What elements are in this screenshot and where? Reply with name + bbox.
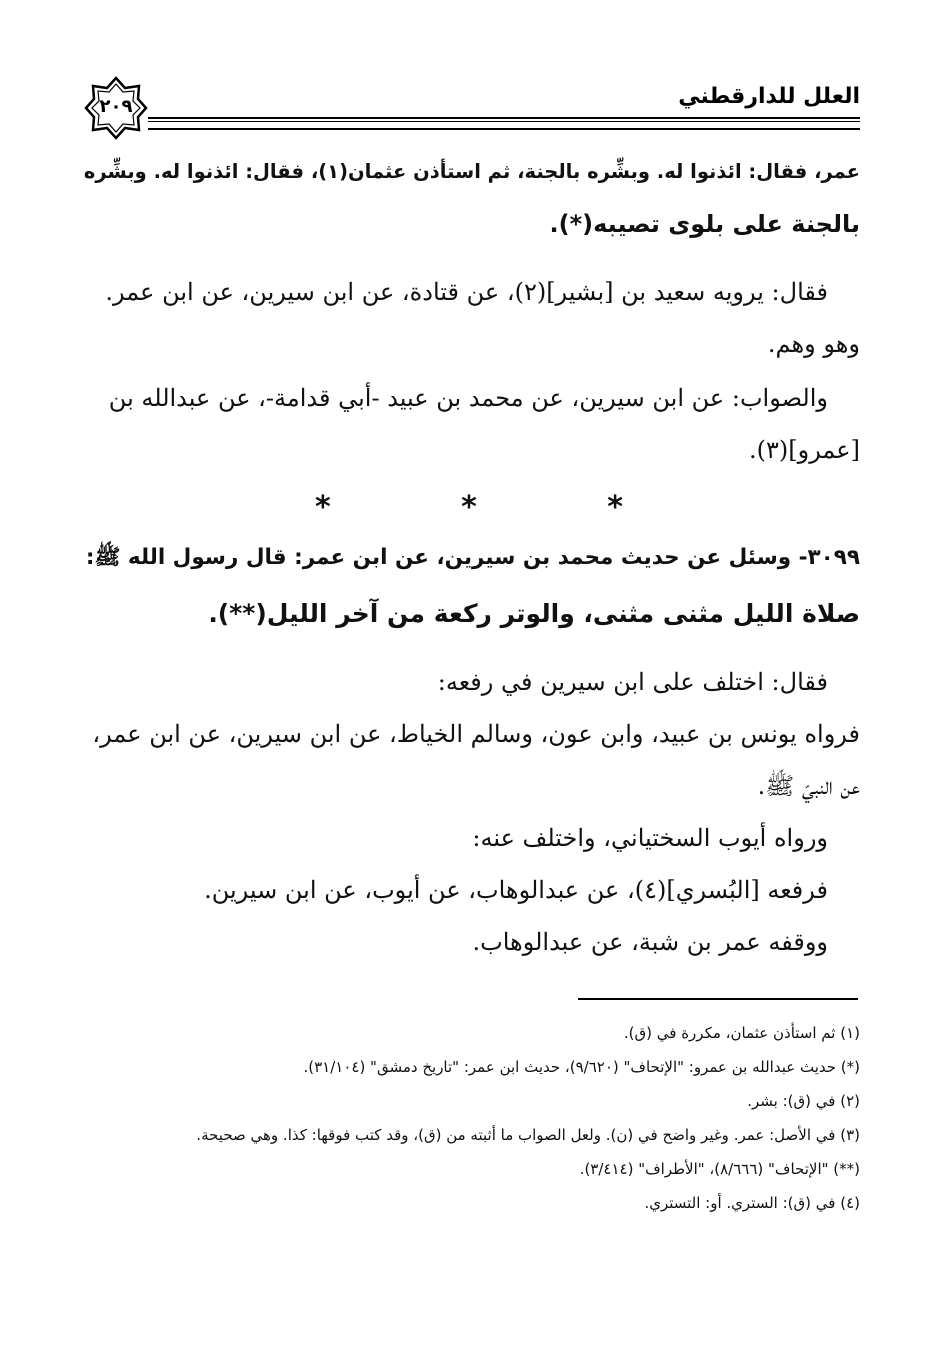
- footnote: (٣) في الأصل: عمر. وغير واضح في (ن). ولعل الصواب ما أثبته من (ق)، وقد كتب فوقها: كذا. وهي صحيحة.: [196, 1126, 860, 1144]
- footnotes: [80, 1016, 860, 1220]
- paragraph: [80, 372, 860, 476]
- paragraph: [80, 916, 860, 968]
- page-number: ٢٠٩: [99, 96, 133, 117]
- paragraph: [80, 812, 860, 864]
- text-line: صلاة الليل مثنى مثنى، والوتر ركعة من آخر الليل(**).: [208, 599, 860, 628]
- footnote-rule: [578, 998, 858, 1000]
- text-line: عن النبيّ ﷺ.: [757, 772, 860, 800]
- paragraph-continuation: [80, 146, 860, 250]
- text-line: عمر، فقال: ائذنوا له. وبشِّره بالجنة، ثم استأذن عثمان(١)، فقال: ائذنوا له. وبشِّره: [83, 160, 860, 183]
- text-line: فرفعه [البُسري](٤)، عن عبدالوهاب، عن أيوب، عن ابن سيرين.: [204, 876, 828, 904]
- footnote: (٤) في (ق): الستري. أو: التستري.: [644, 1194, 860, 1212]
- footnote: (*) حديث عبدالله بن عمرو: "الإتحاف" (٩/٦٢٠)، حديث ابن عمر: "تاريخ دمشق" (٣١/١٠٤).: [303, 1058, 860, 1076]
- hadith-heading: [80, 530, 860, 642]
- paragraph: [80, 656, 860, 708]
- footnote: (١) ثم استأذن عثمان، مكررة في (ق).: [623, 1024, 860, 1042]
- running-title: العلل للدارقطني: [678, 84, 860, 109]
- footnote: (**) "الإتحاف" (٨/٦٦٦)، "الأطراف" (٣/٤١٤).: [579, 1160, 860, 1178]
- text-line: ووقفه عمر بن شبة، عن عبدالوهاب.: [472, 928, 828, 956]
- paragraph: [80, 708, 860, 812]
- text-line: فقال: يرويه سعيد بن [بشير](٢)، عن قتادة، عن ابن سيرين، عن ابن عمر.: [105, 278, 828, 306]
- text-line: [عمرو](٣).: [748, 436, 860, 464]
- footnote: (٢) في (ق): بشر.: [747, 1092, 860, 1110]
- page-number-badge: [84, 76, 148, 140]
- section-separator: * * *: [315, 490, 683, 525]
- text-line: ورواه أيوب السختياني، واختلف عنه:: [472, 824, 828, 852]
- paragraph: [80, 864, 860, 916]
- text-line: بالجنة على بلوى تصيبه(*).: [549, 210, 860, 238]
- text-line: والصواب: عن ابن سيرين، عن محمد بن عبيد -أبي قدامة-، عن عبدالله بن: [108, 384, 828, 412]
- text-line: فرواه يونس بن عبيد، وابن عون، وسالم الخياط، عن ابن سيرين، عن ابن عمر،: [92, 720, 860, 748]
- paragraph: [80, 266, 860, 370]
- text-line: فقال: اختلف على ابن سيرين في رفعه:: [437, 668, 828, 696]
- text-line: وهو وهم.: [767, 330, 860, 358]
- text-line: ٣٠٩٩- وسئل عن حديث محمد بن سيرين، عن ابن عمر: قال رسول الله ﷺ:: [85, 545, 860, 570]
- header-rule: [148, 117, 860, 130]
